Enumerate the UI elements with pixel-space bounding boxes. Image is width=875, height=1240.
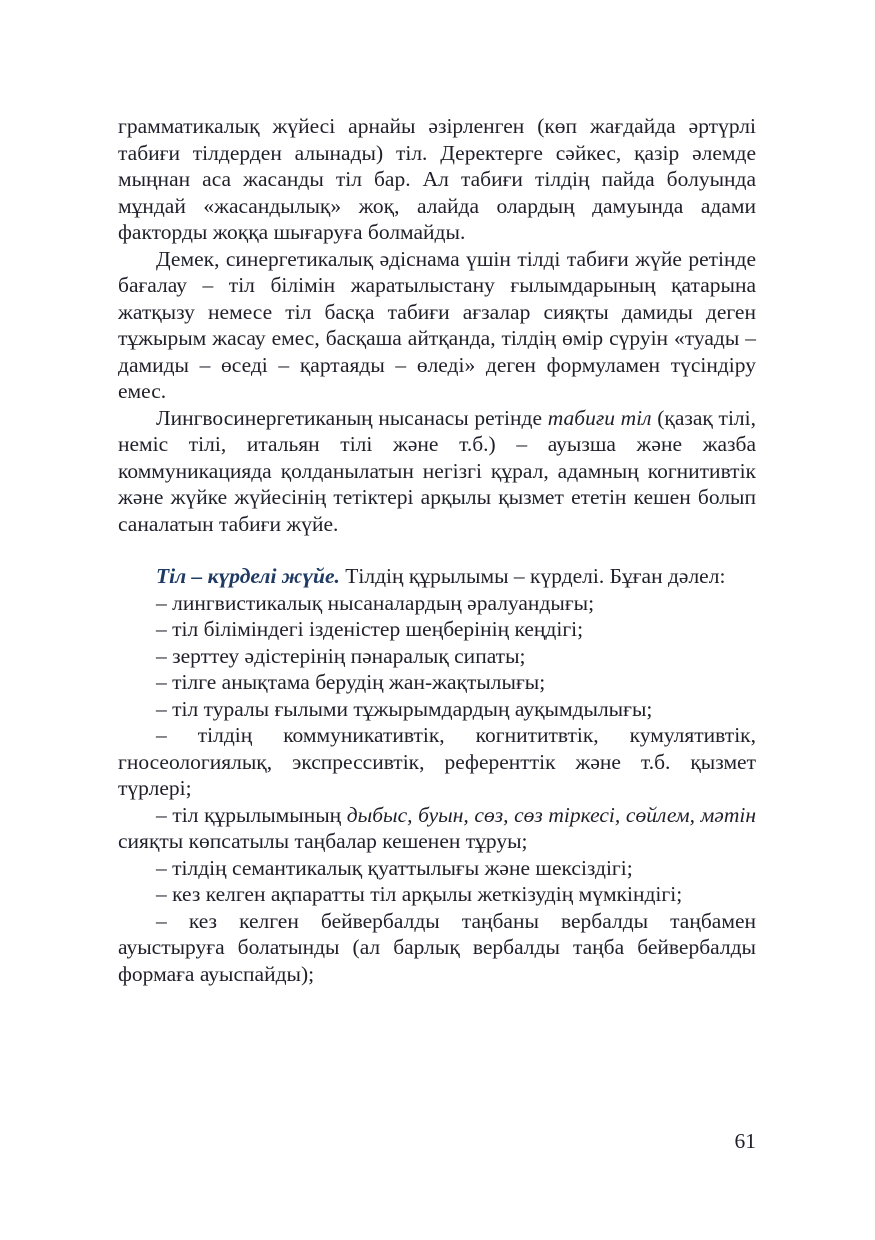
emphasis-language-units: дыбыс, буын, сөз, сөз тіркесі, сөйлем, мәтін <box>346 802 756 827</box>
paragraph-linguosynergetics-object <box>118 405 756 538</box>
list-item: – кез келген ақпаратты тіл арқылы жеткізудің мүмкіндігі; <box>156 882 683 906</box>
list-item: – тілге анықтама берудің жан-жақтылығы; <box>156 670 546 694</box>
paragraph-text: Лингвосинергетиканың нысанасы ретінде <box>156 405 548 430</box>
page-body <box>118 113 756 987</box>
list-item-text: – тіл құрылымының <box>156 802 347 827</box>
paragraph-text: (қазақ тілі, неміс тілі, итальян тілі және т.б.) – ауызша және жазба коммуникацияда қолданылатын негізгі құрал, адамның когнитивтік және жүйке жүйесінің тетіктері арқылы қызмет ететін кешен болып саналатын табиғи жүйе. <box>118 405 756 536</box>
list-item-text: сияқты көпсатылы таңбалар кешенен тұруы; <box>118 829 528 853</box>
section-intro-text: Тілдің құрылымы – күрделі. Бұған дәлел: <box>339 564 726 588</box>
list-item: – кез келген бейвербалды таңбаны вербалды таңбамен ауыстыруға болатынды (ал барлық вербалды таңба бейвербалды формаға ауыспайды); <box>118 908 756 986</box>
list-item: – лингвистикалық нысаналардың әралуандығы; <box>156 590 595 615</box>
paragraph-continuation: грамматикалық жүйесі арнайы әзірленген (көп жағдайда әртүрлі табиғи тілдерден алынады) тіл. Деректерге сәйкес, қазір әлемде мыңнан аса жасанды тіл бар. Ал табиғи тілдің пайда болуында мұндай «жасандылық» жоқ, алайда олардың дамуында адами факторды жоққа шығаруға болмайды. <box>118 114 756 244</box>
page-number: 61 <box>734 1129 756 1153</box>
section-intro <box>118 563 756 590</box>
list-item: – тіл біліміндегі ізденістер шеңберінің кеңдігі; <box>156 617 584 641</box>
section-spacer <box>118 537 756 563</box>
list-item: – тіл туралы ғылыми тұжырымдардың ауқымдылығы; <box>156 696 653 721</box>
paragraph-synergetic-method: Демек, синергетикалық әдіснама үшін тілді табиғи жүйе ретінде бағалау – тіл білімін жаратылыстану ғылымдарының қатарына жатқызу немесе тіл басқа табиғи ағзалар сияқты дамиды деген тұжырым жасау емес, басқаша айтқанда, тілдің өмір сүруін «туады – дамиды – өседі – қартаяды – өледі» деген формуламен түсіндіру емес. <box>118 246 756 403</box>
list-item: – тілдің коммуникативтік, когнититвтік, кумулятивтік, гносеологиялық, экспрессивтік, референттік және т.б. қызмет түрлері; <box>118 723 756 800</box>
emphasis-natural-language: табиғи тіл <box>547 405 652 430</box>
list-item <box>118 802 756 855</box>
list-item: – зерттеу әдістерінің пәнаралық сипаты; <box>156 643 526 668</box>
section-heading: Тіл – күрделі жүйе. <box>156 564 340 588</box>
list-item: – тілдің семантикалық қуаттылығы және шексіздігі; <box>156 855 633 880</box>
